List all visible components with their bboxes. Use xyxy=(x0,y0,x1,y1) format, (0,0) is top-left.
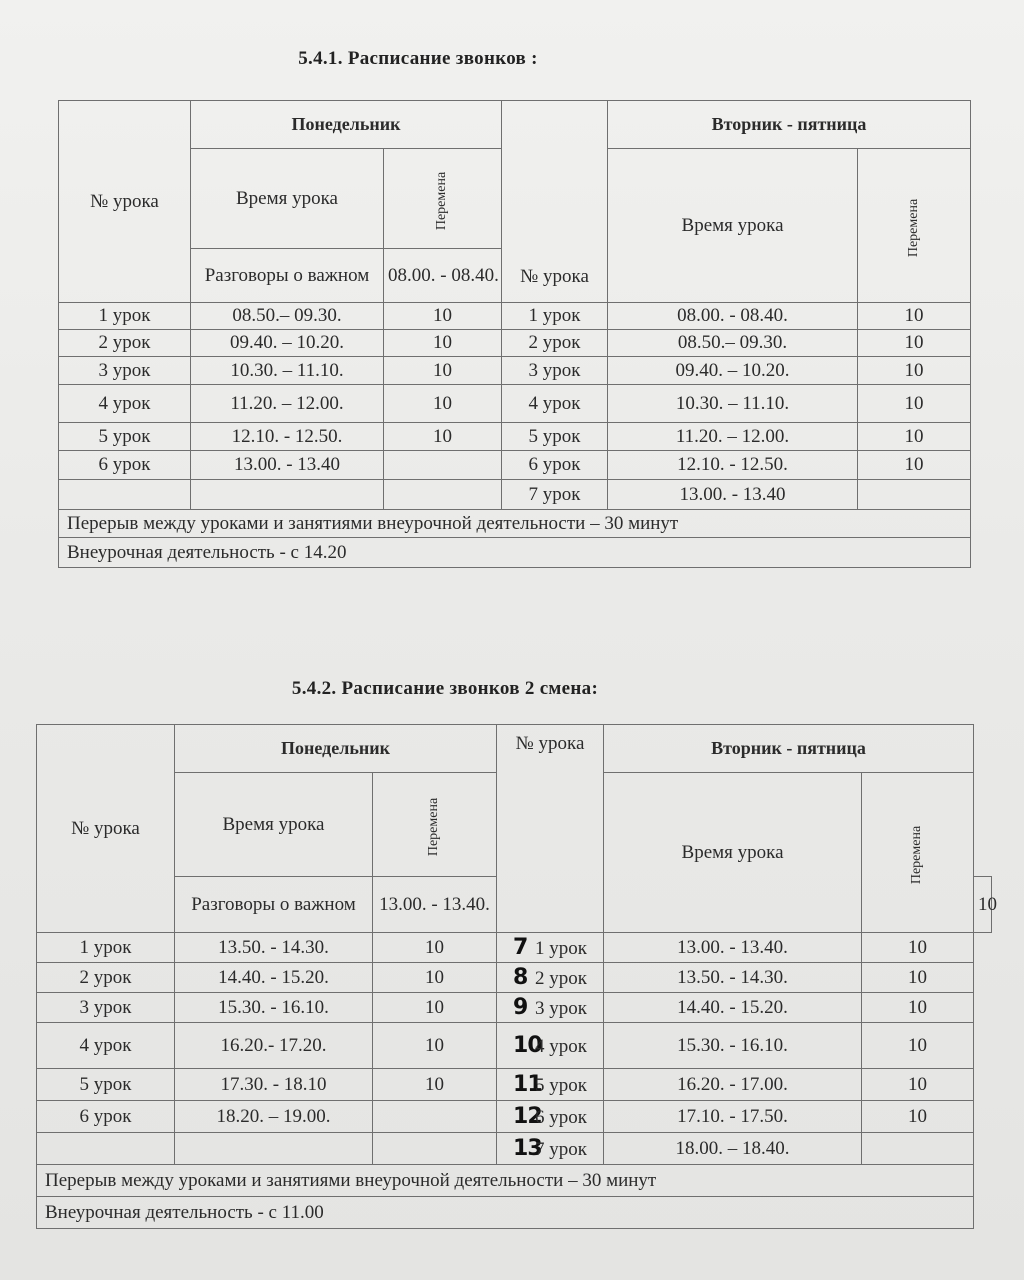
table-row xyxy=(37,1133,992,1165)
monday-time: 13.50. - 14.30. xyxy=(175,933,373,963)
schedule-table-shift2 xyxy=(36,724,998,1229)
tuefri-break xyxy=(858,480,971,510)
table-row xyxy=(59,480,971,510)
lesson-no-header-monday: № урока xyxy=(59,101,191,303)
tuefri-time: 13.50. - 14.30. xyxy=(604,963,862,993)
monday-time: 13.00. - 13.40 xyxy=(191,451,384,480)
monday-break xyxy=(373,1133,497,1165)
monday-lesson: 6 урок xyxy=(37,1101,175,1133)
monday-time: 17.30. - 18.10 xyxy=(175,1069,373,1101)
break-header-monday-cell xyxy=(384,149,502,249)
monday-break: 10 xyxy=(384,303,502,330)
tuefri-lesson: 4 урок xyxy=(502,385,608,423)
tuefri-lesson: 5 урок xyxy=(535,1075,587,1096)
monday-lesson: 5 урок xyxy=(37,1069,175,1101)
note-break: Перерыв между уроками и занятиями внеурочной деятельности – 30 минут xyxy=(59,510,971,538)
monday-time: 13.00. - 13.40. xyxy=(373,877,497,933)
tuefri-break: 10 xyxy=(858,451,971,480)
tuefri-break: 10 xyxy=(858,423,971,451)
monday-break: 10 xyxy=(373,993,497,1023)
time-header-monday: Время урока xyxy=(175,773,373,877)
handwritten-number: 8 xyxy=(513,965,528,990)
handwritten-number: 7 xyxy=(513,935,528,960)
monday-lesson xyxy=(37,1133,175,1165)
monday-break: 10 xyxy=(974,877,992,933)
monday-time: 08.50.– 09.30. xyxy=(191,303,384,330)
break-header-monday-cell xyxy=(373,773,497,877)
break-header-tuefri-cell xyxy=(858,149,971,303)
monday-lesson: 4 урок xyxy=(37,1023,175,1069)
tuefri-lesson: 6 урок xyxy=(535,1107,587,1128)
tuefri-lesson: 4 урок xyxy=(535,1036,587,1057)
tuefri-time: 17.10. - 17.50. xyxy=(604,1101,862,1133)
monday-lesson: Разговоры о важном xyxy=(175,877,373,933)
table-row xyxy=(59,451,971,480)
monday-lesson: Разговоры о важном xyxy=(191,249,384,303)
table-row xyxy=(37,1101,992,1133)
monday-header: Понедельник xyxy=(191,101,502,149)
time-header-monday: Время урока xyxy=(191,149,384,249)
handwritten-number: 10 xyxy=(513,1033,542,1058)
monday-time: 16.20.- 17.20. xyxy=(175,1023,373,1069)
monday-time: 09.40. – 10.20. xyxy=(191,330,384,357)
tuefri-break: 10 xyxy=(862,1023,974,1069)
monday-lesson: 1 урок xyxy=(37,933,175,963)
monday-lesson: 2 урок xyxy=(59,330,191,357)
break-header-monday: Перемена xyxy=(426,797,442,856)
tuefri-break: 10 xyxy=(862,993,974,1023)
tuefri-break: 10 xyxy=(862,1101,974,1133)
section1-title: 5.4.1. Расписание звонков : xyxy=(298,48,538,69)
tuefri-break: 10 xyxy=(862,963,974,993)
tuefri-time: 13.00. - 13.40 xyxy=(608,480,858,510)
tuefri-lesson: 2 урок xyxy=(535,968,587,989)
tuefri-break: 10 xyxy=(858,330,971,357)
tuefri-lesson-cell xyxy=(497,1069,604,1101)
monday-break xyxy=(384,451,502,480)
monday-time: 18.20. – 19.00. xyxy=(175,1101,373,1133)
handwritten-number: 13 xyxy=(513,1136,542,1161)
lesson-no-header-monday: № урока xyxy=(37,725,175,933)
tuefri-lesson: 2 урок xyxy=(502,330,608,357)
monday-time xyxy=(191,480,384,510)
tuefri-lesson-cell xyxy=(497,993,604,1023)
break-header-tuefri: Перемена xyxy=(909,825,925,884)
tuefri-time: 08.50.– 09.30. xyxy=(608,330,858,357)
tuefri-lesson-cell xyxy=(497,1133,604,1165)
tuefri-time: 15.30. - 16.10. xyxy=(604,1023,862,1069)
tuefri-header: Вторник - пятница xyxy=(604,725,974,773)
monday-header: Понедельник xyxy=(175,725,497,773)
tuefri-lesson: 5 урок xyxy=(502,423,608,451)
tuefri-lesson-cell xyxy=(497,933,604,963)
time-header-tuefri: Время урока xyxy=(608,149,858,303)
tuefri-header: Вторник - пятница xyxy=(608,101,971,149)
table-row xyxy=(37,993,992,1023)
handwritten-number: 12 xyxy=(513,1104,542,1129)
monday-time: 10.30. – 11.10. xyxy=(191,357,384,385)
tuefri-time: 09.40. – 10.20. xyxy=(608,357,858,385)
tuefri-time: 13.00. - 13.40. xyxy=(604,933,862,963)
tuefri-lesson: 3 урок xyxy=(502,357,608,385)
monday-lesson: 5 урок xyxy=(59,423,191,451)
lesson-no-header-tuefri: № урока xyxy=(502,101,608,303)
section2-title: 5.4.2. Расписание звонков 2 смена: xyxy=(291,678,599,699)
monday-time: 12.10. - 12.50. xyxy=(191,423,384,451)
monday-time: 11.20. – 12.00. xyxy=(191,385,384,423)
table-row xyxy=(37,963,992,993)
table-row xyxy=(37,933,992,963)
handwritten-number: 11 xyxy=(513,1072,542,1097)
monday-break: 10 xyxy=(373,963,497,993)
tuefri-lesson: 6 урок xyxy=(502,451,608,480)
table-row xyxy=(59,423,971,451)
monday-lesson: 1 урок xyxy=(59,303,191,330)
monday-time: 14.40. - 15.20. xyxy=(175,963,373,993)
tuefri-break: 10 xyxy=(858,303,971,330)
tuefri-lesson-cell xyxy=(497,1101,604,1133)
monday-lesson: 2 урок xyxy=(37,963,175,993)
monday-time: 15.30. - 16.10. xyxy=(175,993,373,1023)
tuefri-lesson-cell xyxy=(497,963,604,993)
tuefri-lesson: 7 урок xyxy=(502,480,608,510)
tuefri-lesson: 7 урок xyxy=(535,1139,587,1160)
table-row xyxy=(37,1069,992,1101)
monday-time xyxy=(175,1133,373,1165)
schedule-table-shift1 xyxy=(58,100,971,568)
monday-time: 08.00. - 08.40. xyxy=(384,249,502,303)
tuefri-time: 16.20. - 17.00. xyxy=(604,1069,862,1101)
tuefri-break: 10 xyxy=(858,385,971,423)
monday-break: 10 xyxy=(384,330,502,357)
monday-break: 10 xyxy=(384,385,502,423)
tuefri-break: 10 xyxy=(858,357,971,385)
tuefri-break: 10 xyxy=(862,1069,974,1101)
monday-lesson: 4 урок xyxy=(59,385,191,423)
tuefri-time: 18.00. – 18.40. xyxy=(604,1133,862,1165)
break-header-tuefri-cell xyxy=(862,773,974,933)
tuefri-lesson: 1 урок xyxy=(502,303,608,330)
break-header-monday: Перемена xyxy=(434,171,450,230)
monday-lesson: 3 урок xyxy=(37,993,175,1023)
tuefri-time: 14.40. - 15.20. xyxy=(604,993,862,1023)
monday-break: 10 xyxy=(373,1023,497,1069)
lesson-no-header-tuefri: № урока xyxy=(497,725,604,933)
note-extracurricular: Внеурочная деятельность - с 14.20 xyxy=(59,538,971,568)
tuefri-time: 12.10. - 12.50. xyxy=(608,451,858,480)
tuefri-time: 10.30. – 11.10. xyxy=(608,385,858,423)
monday-break xyxy=(384,480,502,510)
table-row xyxy=(59,303,971,330)
monday-break xyxy=(373,1101,497,1133)
tuefri-break xyxy=(862,1133,974,1165)
time-header-tuefri: Время урока xyxy=(604,773,862,933)
table-row xyxy=(59,330,971,357)
note-extracurricular: Внеурочная деятельность - с 11.00 xyxy=(37,1197,974,1229)
monday-break: 10 xyxy=(373,1069,497,1101)
monday-lesson: 6 урок xyxy=(59,451,191,480)
table-row xyxy=(37,1023,992,1069)
monday-break: 10 xyxy=(384,423,502,451)
monday-break: 10 xyxy=(384,357,502,385)
table-row xyxy=(59,385,971,423)
handwritten-number: 9 xyxy=(513,995,528,1020)
tuefri-time: 11.20. – 12.00. xyxy=(608,423,858,451)
tuefri-break: 10 xyxy=(862,933,974,963)
monday-break: 10 xyxy=(373,933,497,963)
monday-lesson xyxy=(59,480,191,510)
break-header-tuefri: Перемена xyxy=(906,198,922,257)
tuefri-lesson: 3 урок xyxy=(535,998,587,1019)
tuefri-time: 08.00. - 08.40. xyxy=(608,303,858,330)
tuefri-lesson: 1 урок xyxy=(535,938,587,959)
monday-lesson: 3 урок xyxy=(59,357,191,385)
note-break: Перерыв между уроками и занятиями внеурочной деятельности – 30 минут xyxy=(37,1165,974,1197)
table-row xyxy=(59,357,971,385)
tuefri-lesson-cell xyxy=(497,1023,604,1069)
